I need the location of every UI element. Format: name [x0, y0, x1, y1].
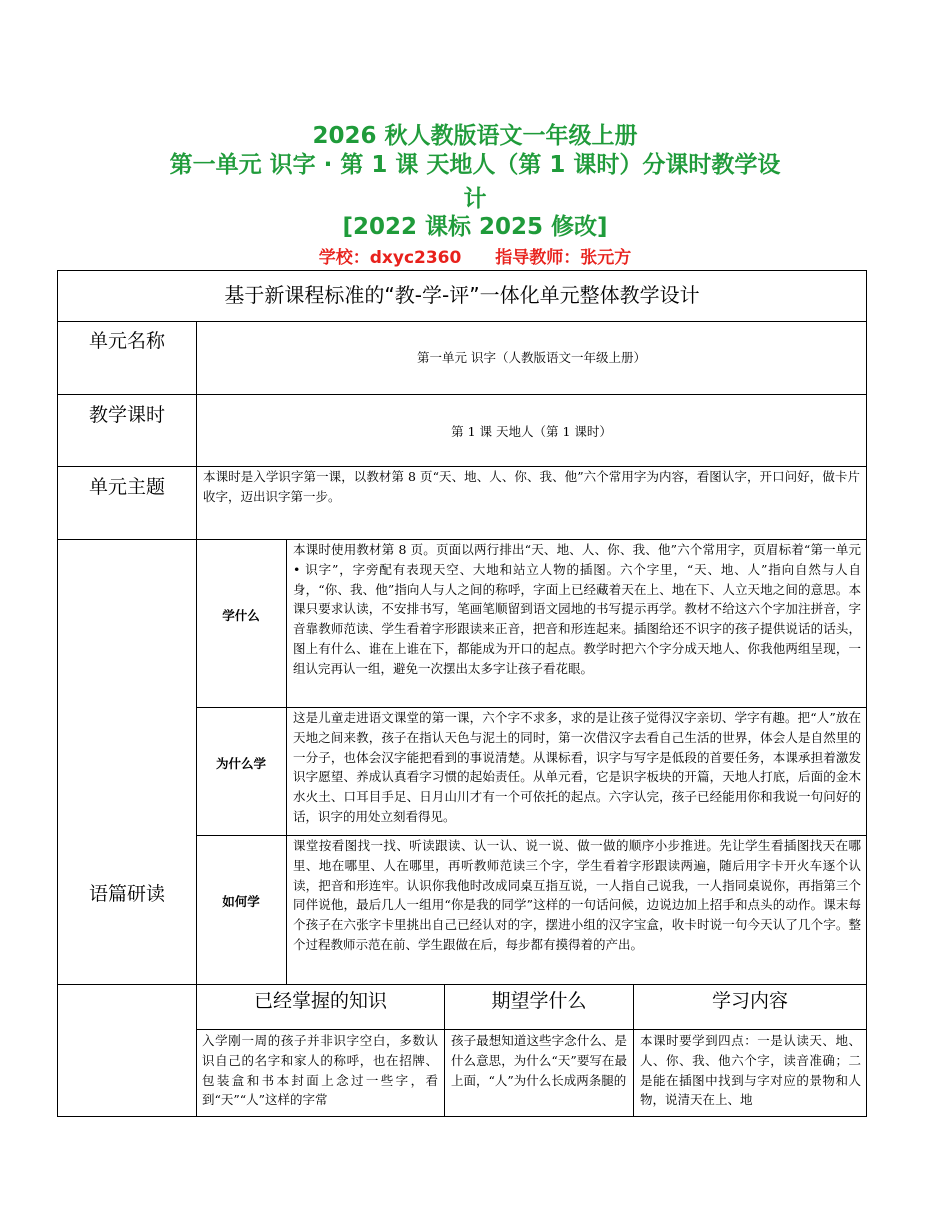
unit-name-value: 第一单元 识字（人教版语文一年级上册） — [417, 350, 646, 365]
how-label: 如何学 — [222, 894, 260, 909]
title-line-2: 第一单元 识字 · 第 1 课 天地人（第 1 课时）分课时教学设 — [169, 152, 781, 178]
title-line-3: 计 — [463, 186, 487, 212]
lesson-label: 教学课时 — [88, 404, 165, 426]
table-col-divider — [286, 539, 287, 985]
title-line-4: [2022 课标 2025 修改] — [342, 214, 608, 240]
study-label: 语篇研读 — [88, 883, 165, 905]
known-knowledge-text: 入学刚一周的孩子并非识字空白，多数认识自己的名字和家人的称呼，也在招牌、包装盒和书本封面上念过一些字，看到“天”“人”这样的字常 — [202, 1033, 438, 1108]
how-text: 课堂按看图找一找、听读跟读、认一认、说一说、做一做的顺序小步推进。先让学生看插图找天在哪里、地在哪里、人在哪里，再听教师范读三个字，学生看着字形跟读两遍，随后用字卡开火车逐个认读，把音和形连牢。认识你我他时改成同桌互指互说，一人指自己说我，一人指同桌说你，再指第三个同伴说他，最后几人一组用“你是我的同学”这样的一句话问候，边说边加上招手和点头的动作。课末每个孩子在六张字卡里挑出自己已经认对的字，摆进小组的汉字宝盒，收卡时说一句今天认了几个字。整个过程教师示范在前、学生跟做在后，每步都有摸得着的产出。 — [293, 838, 861, 952]
table-rule — [57, 394, 867, 395]
school-label: 学校：dxyc2360 — [318, 248, 462, 268]
why-text: 这是儿童走进语文课堂的第一课，六个字不求多，求的是让孩子觉得汉字亲切、学字有趣。把“人”放在天地之间来教，孩子在指认天色与泥土的同时，第一次借汉字去看自己生活的世界，体会人是自然里的一分子，也体会汉字能把看到的事说清楚。从课标看，识字与写字是低段的首要任务，本课承担着激发识字愿望、养成认真看字习惯的起始责任。从单元看，它是识字板块的开篇，天地人打底，后面的金木水火土、口耳目手足、日月山川才有一个可依托的起点。六字认完，孩子已经能用你和我说一句问好的话，识字的用处立刻看得见。 — [293, 710, 861, 824]
table-border-top — [57, 270, 867, 271]
table-border-bottom — [57, 1116, 867, 1117]
what-text: 本课时使用教材第 8 页。页面以两行排出“天、地、人、你、我、他”六个常用字，页眉标着“第一单元 • 识字”，字旁配有表现天空、大地和站立人物的插图。六个字里，“天、地、人”指向自然与人自身，“你、我、他”指向人与人之间的称呼，字面上已经藏着天在上、地在下、人立天地之间的意思。本课只要求认读，不安排书写，笔画笔顺留到语文园地的书写提示再学。教材不给这六个字加注拼音，字音靠教师范读、学生看着字形跟读来正音，把音和形连起来。插图给还不识字的孩子提供说话的话头，图上有什么、谁在上谁在下，都能成为开口的起点。教学时把六个字分成天地人、你我他两组呈现，一组认完再认一组，避免一次摆出太多字让孩子看花眼。 — [293, 542, 861, 676]
lesson-value: 第 1 课 天地人（第 1 课时） — [451, 424, 612, 439]
learning-content-text: 本课时要学到四点：一是认读天、地、人、你、我、他六个字，读音准确；二是能在插图中找到与字对应的景物和人物，说清天在上、地 — [640, 1033, 861, 1108]
what-label: 学什么 — [222, 608, 260, 623]
table-border-right — [866, 270, 867, 1117]
teacher-label: 指导教师：张元方 — [495, 248, 632, 268]
why-label: 为什么学 — [215, 756, 266, 771]
known-knowledge-header: 已经掌握的知识 — [253, 990, 387, 1012]
table-rule — [57, 984, 867, 985]
table-rule — [57, 321, 867, 322]
table-border-left — [57, 270, 58, 1117]
school-teacher-line — [0, 243, 950, 268]
table-rule — [197, 1029, 867, 1030]
table-title: 基于新课程标准的“教-学-评”一体化单元整体教学设计 — [224, 283, 700, 307]
title-line-1: 2026 秋人教版语文一年级上册 — [312, 123, 638, 149]
theme-value: 本课时是入学识字第一课，以教材第 8 页“天、地、人、你、我、他”六个常用字为内容，看图认字，开口问好，做卡片收字，迈出识字第一步。 — [203, 469, 860, 504]
theme-label: 单元主题 — [88, 476, 165, 498]
expect-learn-header: 期望学什么 — [491, 990, 587, 1012]
learning-content-header: 学习内容 — [711, 990, 788, 1012]
expect-learn-text: 孩子最想知道这些字念什么、是什么意思，为什么“天”要写在最上面，“人”为什么长成两条腿的 — [451, 1033, 627, 1088]
unit-name-label: 单元名称 — [88, 330, 165, 352]
